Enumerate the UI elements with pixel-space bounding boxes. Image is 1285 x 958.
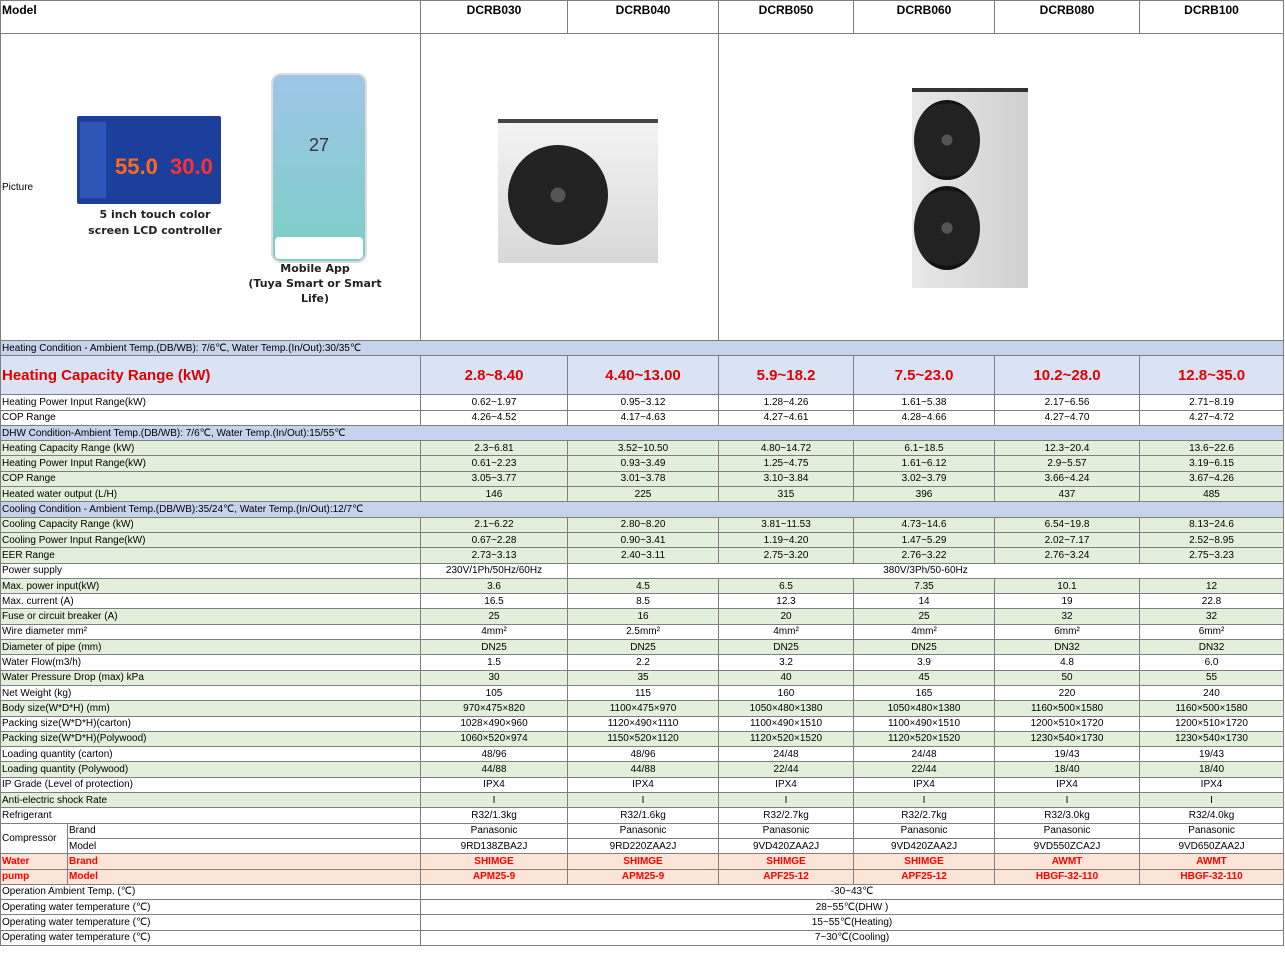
row-value: 3.01~3.78 <box>568 471 719 486</box>
row-value: 4.17~4.63 <box>568 410 719 425</box>
spec-row <box>1 777 1284 792</box>
row-value: R32/4.0kg <box>1140 808 1284 823</box>
row-value: 1050×480×1380 <box>854 701 995 716</box>
operating-range-row <box>1 915 1284 930</box>
row-value: 4.27~4.61 <box>719 410 854 425</box>
row-value: 0.93~3.49 <box>568 456 719 471</box>
spec-row <box>1 532 1284 547</box>
row-value: I <box>719 793 854 808</box>
row-label: Heating Capacity Range (kW) <box>1 356 421 395</box>
section-header-row <box>1 425 1284 440</box>
row-value: 48/96 <box>568 747 719 762</box>
fan-icon <box>508 145 608 245</box>
pump-brand-row <box>1 854 1284 869</box>
row-value: 35 <box>568 670 719 685</box>
row-value: 12.8~35.0 <box>1140 356 1284 395</box>
row-value: 19 <box>995 594 1140 609</box>
row-value: 0.67~2.28 <box>421 532 568 547</box>
row-value: R32/3.0kg <box>995 808 1140 823</box>
row-value: 2.8~8.40 <box>421 356 568 395</box>
model-name: DCRB060 <box>854 1 995 34</box>
row-label: Brand <box>68 823 421 838</box>
row-value: 2.2 <box>568 655 719 670</box>
spec-row <box>1 640 1284 655</box>
row-value: I <box>1140 793 1284 808</box>
row-value: 8.5 <box>568 594 719 609</box>
row-value: 146 <box>421 487 568 502</box>
row-label: Fuse or circuit breaker (A) <box>1 609 421 624</box>
section-title: Heating Condition - Ambient Temp.(DB/WB): 7/6℃, Water Temp.(In/Out):30/35℃ <box>1 341 1284 356</box>
row-value: 315 <box>719 487 854 502</box>
spec-row <box>1 441 1284 456</box>
row-label: Wire diameter mm² <box>1 624 421 639</box>
row-value: 1.61~5.38 <box>854 395 995 410</box>
row-value: 0.95~3.12 <box>568 395 719 410</box>
row-value: 4.27~4.72 <box>1140 410 1284 425</box>
row-value: 3.52~10.50 <box>568 441 719 456</box>
row-value: 2.17~6.56 <box>995 395 1140 410</box>
row-value: 14 <box>854 594 995 609</box>
row-value: 225 <box>568 487 719 502</box>
row-value: 1200×510×1720 <box>995 716 1140 731</box>
row-value: 15~55℃(Heating) <box>421 915 1284 930</box>
row-label: Max. current (A) <box>1 594 421 609</box>
row-value: 3.02~3.79 <box>854 471 995 486</box>
row-value: 22.8 <box>1140 594 1284 609</box>
row-value: 2.75~3.20 <box>719 548 854 563</box>
row-label: Operating water temperature (℃) <box>1 930 421 945</box>
row-value: 8.13~24.6 <box>1140 517 1284 532</box>
row-value: I <box>568 793 719 808</box>
row-value: 20 <box>719 609 854 624</box>
spec-row <box>1 762 1284 777</box>
row-value: SHIMGE <box>854 854 995 869</box>
compressor-label: Compressor <box>1 823 68 854</box>
row-value: 7.5~23.0 <box>854 356 995 395</box>
row-value: 22/44 <box>854 762 995 777</box>
row-value: IPX4 <box>568 777 719 792</box>
row-value: 1100×490×1510 <box>719 716 854 731</box>
row-value: 1060×520×974 <box>421 731 568 746</box>
row-value: 4.26~4.52 <box>421 410 568 425</box>
row-value: IPX4 <box>854 777 995 792</box>
row-value: Panasonic <box>719 823 854 838</box>
row-value: 40 <box>719 670 854 685</box>
row-value: 5.9~18.2 <box>719 356 854 395</box>
row-value: 9VD550ZCA2J <box>995 838 1140 853</box>
row-value: 0.90~3.41 <box>568 532 719 547</box>
row-value: 6mm² <box>1140 624 1284 639</box>
row-label: Operating water temperature (℃) <box>1 915 421 930</box>
spec-row <box>1 548 1284 563</box>
row-value: Panasonic <box>421 823 568 838</box>
row-value: 1200×510×1720 <box>1140 716 1284 731</box>
compressor-brand-row <box>1 823 1284 838</box>
model-name: DCRB100 <box>1140 1 1284 34</box>
row-value: 1230×540×1730 <box>995 731 1140 746</box>
row-value: 230V/1Ph/50Hz/60Hz <box>421 563 568 578</box>
row-value: 3.67~4.26 <box>1140 471 1284 486</box>
row-value: 4.28~4.66 <box>854 410 995 425</box>
row-label: Packing size(W*D*H)(carton) <box>1 716 421 731</box>
row-value: 48/96 <box>421 747 568 762</box>
lcd-caption: 5 inch touch color screen LCD controller <box>88 208 222 237</box>
row-value: 9VD650ZAA2J <box>1140 838 1284 853</box>
spec-row <box>1 701 1284 716</box>
row-value: Panasonic <box>854 823 995 838</box>
pump-label: Water <box>1 854 68 869</box>
row-value: 24/48 <box>719 747 854 762</box>
model-name: DCRB080 <box>995 1 1140 34</box>
row-value: APM25-9 <box>421 869 568 884</box>
row-value: 9VD420ZAA2J <box>719 838 854 853</box>
row-value: 1160×500×1580 <box>1140 701 1284 716</box>
row-value: 1230×540×1730 <box>1140 731 1284 746</box>
spec-row <box>1 517 1284 532</box>
lcd-controller-image <box>77 116 221 204</box>
row-value: 13.6~22.6 <box>1140 441 1284 456</box>
row-value: 50 <box>995 670 1140 685</box>
row-label: Power supply <box>1 563 421 578</box>
row-value: 4.40~13.00 <box>568 356 719 395</box>
row-value: Panasonic <box>995 823 1140 838</box>
row-value: 22/44 <box>719 762 854 777</box>
row-value: 12 <box>1140 578 1284 593</box>
fan-icon <box>914 100 980 180</box>
row-value: 3.6 <box>421 578 568 593</box>
row-value: 32 <box>995 609 1140 624</box>
row-value: IPX4 <box>995 777 1140 792</box>
row-value: 2.80~8.20 <box>568 517 719 532</box>
row-label: Water Pressure Drop (max) kPa <box>1 670 421 685</box>
row-value: 25 <box>421 609 568 624</box>
row-value: 485 <box>1140 487 1284 502</box>
row-label: Operation Ambient Temp. (℃) <box>1 884 421 899</box>
row-value: HBGF-32-110 <box>995 869 1140 884</box>
pump-label: pump <box>1 869 68 884</box>
row-value: SHIMGE <box>421 854 568 869</box>
operating-range-row <box>1 900 1284 915</box>
section-title: DHW Condition-Ambient Temp.(DB/WB): 7/6℃, Water Temp.(In/Out):15/55℃ <box>1 425 1284 440</box>
row-value: R32/1.3kg <box>421 808 568 823</box>
picture-label: Picture <box>1 34 421 341</box>
row-label: Loading quantity (carton) <box>1 747 421 762</box>
row-value: 32 <box>1140 609 1284 624</box>
spec-row <box>1 578 1284 593</box>
row-value: 1120×490×1110 <box>568 716 719 731</box>
row-value: 44/88 <box>568 762 719 777</box>
row-value: 1100×475×970 <box>568 701 719 716</box>
row-value: 16 <box>568 609 719 624</box>
row-label: Diameter of pipe (mm) <box>1 640 421 655</box>
power-supply-row <box>1 563 1284 578</box>
row-value: 44/88 <box>421 762 568 777</box>
mobile-app-image <box>271 73 367 263</box>
row-value: 1.5 <box>421 655 568 670</box>
row-value: R32/2.7kg <box>719 808 854 823</box>
spec-row <box>1 685 1284 700</box>
row-value: AWMT <box>995 854 1140 869</box>
row-value: 6.1~18.5 <box>854 441 995 456</box>
model-name: DCRB040 <box>568 1 719 34</box>
row-value: 7~30℃(Cooling) <box>421 930 1284 945</box>
row-value: DN25 <box>854 640 995 655</box>
row-value: 6.54~19.8 <box>995 517 1140 532</box>
row-label: Heating Capacity Range (kW) <box>1 441 421 456</box>
row-value: 1100×490×1510 <box>854 716 995 731</box>
row-value: 1050×480×1380 <box>719 701 854 716</box>
row-value: DN25 <box>568 640 719 655</box>
spec-row <box>1 456 1284 471</box>
operating-range-row <box>1 930 1284 945</box>
row-label: Cooling Power Input Range(kW) <box>1 532 421 547</box>
row-value: 18/40 <box>1140 762 1284 777</box>
row-label: EER Range <box>1 548 421 563</box>
row-value: 1.47~5.29 <box>854 532 995 547</box>
row-label: COP Range <box>1 410 421 425</box>
model-name: DCRB050 <box>719 1 854 34</box>
row-value: IPX4 <box>421 777 568 792</box>
row-value: 16.5 <box>421 594 568 609</box>
row-value: 1120×520×1520 <box>719 731 854 746</box>
row-value: 3.05~3.77 <box>421 471 568 486</box>
row-value: 24/48 <box>854 747 995 762</box>
row-value: 4.27~4.70 <box>995 410 1140 425</box>
row-value: 2.73~3.13 <box>421 548 568 563</box>
row-value: 2.02~7.17 <box>995 532 1140 547</box>
row-value: 2.40~3.11 <box>568 548 719 563</box>
row-value: 2.76~3.22 <box>854 548 995 563</box>
model-label: Model <box>1 1 421 34</box>
spec-row <box>1 410 1284 425</box>
row-value: R32/2.7kg <box>854 808 995 823</box>
row-value: 1.25~4.75 <box>719 456 854 471</box>
row-value: DN25 <box>719 640 854 655</box>
row-value: 7.35 <box>854 578 995 593</box>
row-value: 25 <box>854 609 995 624</box>
row-value: 28~55℃(DHW ) <box>421 900 1284 915</box>
row-value: IPX4 <box>719 777 854 792</box>
app-caption: Mobile App (Tuya Smart or Smart Life) <box>248 262 382 305</box>
row-label: Model <box>68 869 421 884</box>
row-label: Brand <box>68 854 421 869</box>
heat-pump-unit-image <box>498 119 658 263</box>
spec-row <box>1 471 1284 486</box>
row-value: 115 <box>568 685 719 700</box>
row-value: 1.61~6.12 <box>854 456 995 471</box>
row-value: 160 <box>719 685 854 700</box>
row-value: -30~43℃ <box>421 884 1284 899</box>
spec-row <box>1 487 1284 502</box>
row-value: APM25-9 <box>568 869 719 884</box>
row-label: Anti-electric shock Rate <box>1 793 421 808</box>
spec-row <box>1 609 1284 624</box>
row-value: 3.66~4.24 <box>995 471 1140 486</box>
row-value: 437 <box>995 487 1140 502</box>
row-value: SHIMGE <box>719 854 854 869</box>
row-value: Panasonic <box>568 823 719 838</box>
spec-row <box>1 655 1284 670</box>
spec-row <box>1 624 1284 639</box>
row-value: 2.71~8.19 <box>1140 395 1284 410</box>
row-value: 9RD138ZBA2J <box>421 838 568 853</box>
row-label: Packing size(W*D*H)(Polywood) <box>1 731 421 746</box>
row-value: 12.3 <box>719 594 854 609</box>
row-value: 1160×500×1580 <box>995 701 1140 716</box>
row-value: 19/43 <box>1140 747 1284 762</box>
row-value: 4.80~14.72 <box>719 441 854 456</box>
row-value: 9VD420ZAA2J <box>854 838 995 853</box>
row-value: 1.19~4.20 <box>719 532 854 547</box>
row-label: IP Grade (Level of protection) <box>1 777 421 792</box>
row-value: 12.3~20.4 <box>995 441 1140 456</box>
row-label: Cooling Capacity Range (kW) <box>1 517 421 532</box>
heat-pump-unit-image <box>912 88 1028 288</box>
row-label: Model <box>68 838 421 853</box>
lcd-value: 30.0 <box>170 154 213 179</box>
row-value: 3.2 <box>719 655 854 670</box>
row-value: 3.19~6.15 <box>1140 456 1284 471</box>
row-value: SHIMGE <box>568 854 719 869</box>
header-row <box>1 1 1284 34</box>
row-value: 3.10~3.84 <box>719 471 854 486</box>
row-label: Heating Power Input Range(kW) <box>1 395 421 410</box>
app-temp-value: 27 <box>308 135 330 155</box>
fan-icon <box>914 186 980 270</box>
row-value: 220 <box>995 685 1140 700</box>
row-value: 165 <box>854 685 995 700</box>
row-label: Loading quantity (Polywood) <box>1 762 421 777</box>
spec-row <box>1 670 1284 685</box>
row-value: 2.3~6.81 <box>421 441 568 456</box>
spec-row <box>1 808 1284 823</box>
row-value: 45 <box>854 670 995 685</box>
row-value: 4.8 <box>995 655 1140 670</box>
row-value: 4.5 <box>568 578 719 593</box>
row-value: 2.9~5.57 <box>995 456 1140 471</box>
section-header-row <box>1 341 1284 356</box>
row-value: APF25-12 <box>854 869 995 884</box>
row-value: 9RD220ZAA2J <box>568 838 719 853</box>
row-value: 4mm² <box>421 624 568 639</box>
row-value: 2.75~3.23 <box>1140 548 1284 563</box>
row-label: Water Flow(m3/h) <box>1 655 421 670</box>
row-value: 19/43 <box>995 747 1140 762</box>
row-label: Max. power input(kW) <box>1 578 421 593</box>
row-value: 1150×520×1120 <box>568 731 719 746</box>
row-value: IPX4 <box>1140 777 1284 792</box>
row-value: I <box>995 793 1140 808</box>
row-value: DN32 <box>1140 640 1284 655</box>
row-value: 970×475×820 <box>421 701 568 716</box>
model-name: DCRB030 <box>421 1 568 34</box>
row-value: 0.62~1.97 <box>421 395 568 410</box>
row-value: DN32 <box>995 640 1140 655</box>
row-value: 6.5 <box>719 578 854 593</box>
row-label: Refrigerant <box>1 808 421 823</box>
row-value: 1028×490×960 <box>421 716 568 731</box>
row-value: Panasonic <box>1140 823 1284 838</box>
operating-range-row <box>1 884 1284 899</box>
pump-model-row <box>1 869 1284 884</box>
spec-row <box>1 731 1284 746</box>
row-value: 2.76~3.24 <box>995 548 1140 563</box>
spec-row <box>1 793 1284 808</box>
row-value: 2.1~6.22 <box>421 517 568 532</box>
row-value: 0.61~2.23 <box>421 456 568 471</box>
spec-row <box>1 716 1284 731</box>
spec-row <box>1 594 1284 609</box>
row-value: APF25-12 <box>719 869 854 884</box>
row-value: 4mm² <box>719 624 854 639</box>
row-value: 3.81~11.53 <box>719 517 854 532</box>
row-value: I <box>421 793 568 808</box>
row-value: 240 <box>1140 685 1284 700</box>
row-value: 1.28~4.26 <box>719 395 854 410</box>
row-label: Net Weight (kg) <box>1 685 421 700</box>
row-value: 30 <box>421 670 568 685</box>
row-value: 396 <box>854 487 995 502</box>
row-value: DN25 <box>421 640 568 655</box>
row-value: 4mm² <box>854 624 995 639</box>
row-label: Heated water output (L/H) <box>1 487 421 502</box>
row-value: HBGF-32-110 <box>1140 869 1284 884</box>
row-value: 55 <box>1140 670 1284 685</box>
spec-row <box>1 747 1284 762</box>
row-value: 18/40 <box>995 762 1140 777</box>
row-value: AWMT <box>1140 854 1284 869</box>
row-value: 380V/3Ph/50-60Hz <box>568 563 1284 578</box>
row-label: COP Range <box>1 471 421 486</box>
row-value: 6mm² <box>995 624 1140 639</box>
row-value: 1120×520×1520 <box>854 731 995 746</box>
compressor-model-row <box>1 838 1284 853</box>
spec-row <box>1 395 1284 410</box>
row-value: 10.2~28.0 <box>995 356 1140 395</box>
section-header-row <box>1 502 1284 517</box>
row-value: 4.73~14.6 <box>854 517 995 532</box>
row-value: I <box>854 793 995 808</box>
lcd-value: 55.0 <box>115 154 158 179</box>
heating-capacity-row <box>1 356 1284 395</box>
row-label: Body size(W*D*H) (mm) <box>1 701 421 716</box>
row-label: Heating Power Input Range(kW) <box>1 456 421 471</box>
row-label: Operating water temperature (℃) <box>1 900 421 915</box>
row-value: 2.5mm² <box>568 624 719 639</box>
row-value: 6.0 <box>1140 655 1284 670</box>
section-title: Cooling Condition - Ambient Temp.(DB/WB):35/24℃, Water Temp.(In/Out):12/7℃ <box>1 502 1284 517</box>
row-value: 105 <box>421 685 568 700</box>
row-value: 2.52~8.95 <box>1140 532 1284 547</box>
row-value: 10.1 <box>995 578 1140 593</box>
row-value: 3.9 <box>854 655 995 670</box>
row-value: R32/1.6kg <box>568 808 719 823</box>
